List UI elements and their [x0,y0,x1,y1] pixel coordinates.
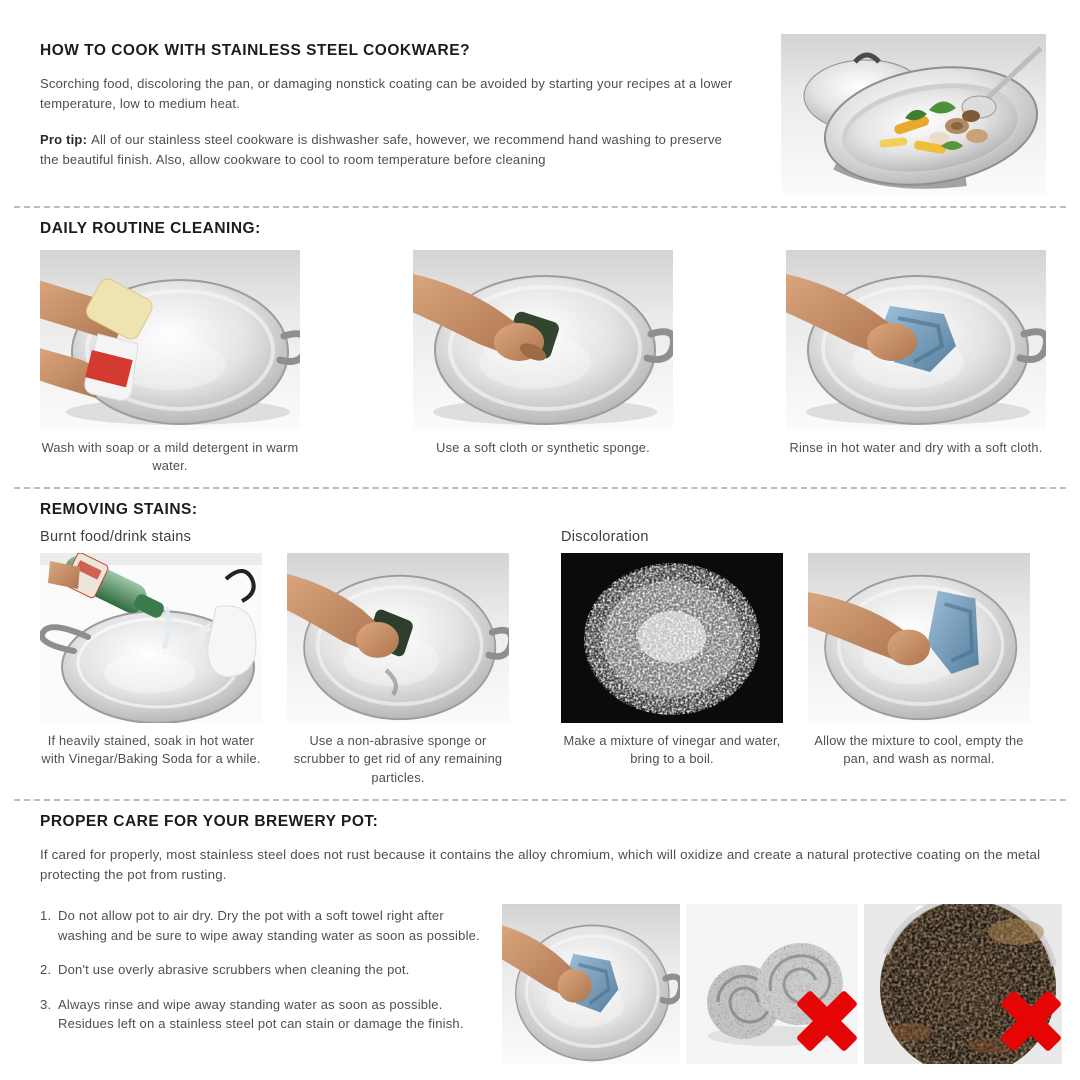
care-item-3: Always rinse and wipe away standing water as soon as possible. Residues left on a stainless steel pot can stain or damage the finish. [58,996,464,1031]
section-proper-care [40,813,1046,1064]
stain-step-3 [561,553,783,768]
daily-step-1-caption: Wash with soap or a mild detergent in warm water. [41,440,299,474]
prohibited-x-icon [1000,990,1062,1052]
how-to-cook-paragraph: Scorching food, discoloring the pan, or damaging nonstick coating can be avoided by starting your recipes at a lower temperature, low to medium heat. [40,76,733,112]
proper-care-title: PROPER CARE FOR YOUR BREWERY POT: [40,812,379,830]
dashed-divider [14,487,1066,489]
photo-steel-wool-scrubbers [686,904,858,1064]
care-item-1: Do not allow pot to air dry. Dry the pot with a soft towel right after washing and be sure to wipe away standing water as soon as possible. [58,908,480,943]
pro-tip-paragraph [40,130,740,170]
photo-green-sponge [413,250,673,430]
section-daily-cleaning [40,220,1046,475]
care-photo-row [502,904,1062,1064]
daily-cleaning-steps [40,250,1046,475]
daily-step-2 [413,250,673,475]
care-item-2: Don't use overly abrasive scrubbers when cleaning the pot. [58,962,410,977]
stain-step-1 [40,553,262,786]
section-removing-stains [40,501,1046,786]
photo-scrub-particles [287,553,509,723]
photo-dry-with-towel [502,904,680,1064]
stain-step-3-caption: Make a mixture of vinegar and water, bring to a boil. [563,733,781,767]
photo-wash-with-soap [40,250,300,430]
discoloration-group [561,529,1030,786]
dashed-divider [14,799,1066,801]
proper-care-intro: If cared for properly, most stainless steel does not rust because it contains the alloy chromium, which will oxidize and create a natural protective coating on the metal protecting the pot from rusting. [40,846,1041,883]
daily-step-1 [40,250,300,475]
prohibited-x-icon [796,990,858,1052]
photo-wipe-cooled-pan [808,553,1030,723]
stain-step-1-caption: If heavily stained, soak in hot water with Vinegar/Baking Soda for a while. [41,733,261,767]
daily-step-2-caption: Use a soft cloth or synthetic sponge. [436,440,650,455]
section-how-to-cook [40,36,1046,194]
daily-step-3 [786,250,1046,475]
stain-step-2 [287,553,509,786]
photo-boiling-mixture [561,553,783,723]
photo-wok-stirfry [781,34,1046,194]
burnt-stains-subheading: Burnt food/drink stains [40,529,192,546]
daily-step-3-caption: Rinse in hot water and dry with a soft cloth. [789,440,1043,455]
pro-tip-text: All of our stainless steel cookware is dishwasher safe, however, we recommend hand washing to preserve the beautiful finish. Also, allow cookware to cool to room temperature before cleaning [40,132,723,168]
daily-cleaning-title: DAILY ROUTINE CLEANING: [40,220,261,237]
burnt-stains-group [40,529,509,786]
discoloration-subheading: Discoloration [561,529,649,546]
stain-step-2-caption: Use a non-abrasive sponge or scrubber to get rid of any remaining particles. [293,733,503,785]
stain-step-4 [808,553,1030,768]
stain-step-4-caption: Allow the mixture to cool, empty the pan, and wash as normal. [814,733,1024,767]
photo-burnt-pot [864,904,1062,1064]
care-instruction-list [40,904,486,1064]
photo-blue-cloth [786,250,1046,430]
how-to-cook-text-block [40,36,759,194]
photo-pour-vinegar [40,553,262,723]
dashed-divider [14,206,1066,208]
removing-stains-title: REMOVING STAINS: [40,501,198,519]
pro-tip-label: Pro tip: [40,132,88,148]
how-to-cook-title: HOW TO COOK WITH STAINLESS STEEL COOKWARE? [40,42,471,59]
